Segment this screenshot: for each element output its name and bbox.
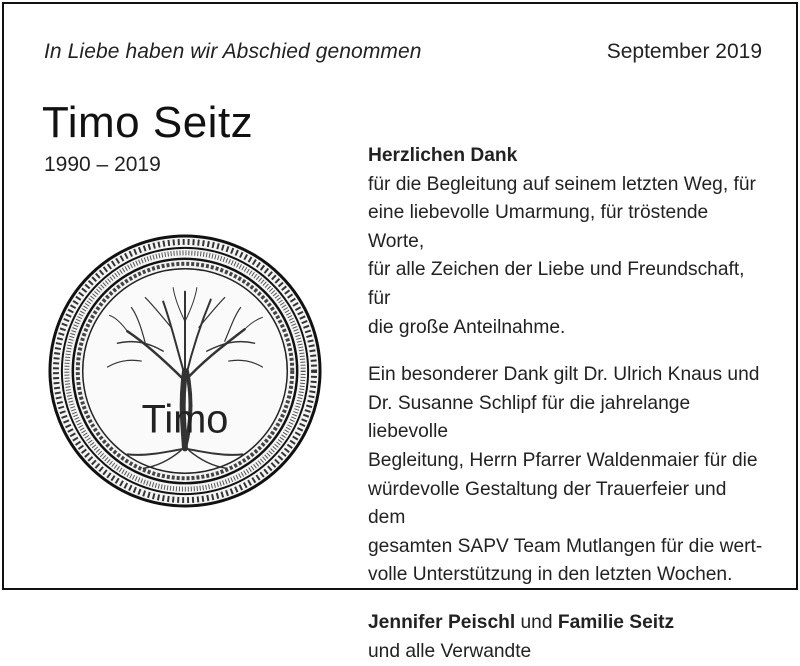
- signature-name-2: Familie Seitz: [557, 611, 675, 633]
- signature-relatives: und alle Verwandte: [368, 640, 532, 662]
- intro-text: In Liebe haben wir Abschied genommen: [44, 40, 422, 63]
- deceased-name: Timo Seitz: [42, 98, 254, 147]
- date-text: September 2019: [606, 40, 762, 63]
- thanks-paragraph-2: [368, 361, 768, 590]
- signature-name-1: Jennifer Peischl: [368, 611, 516, 633]
- tree-of-life-emblem: [46, 232, 324, 510]
- thanks-paragraph-1: [368, 171, 768, 343]
- thanks-line: gesamten SAPV Team Mutlangen für die wert-: [368, 535, 763, 557]
- thanks-line: Dr. Susanne Schlipf für die jahrelange liebevolle: [368, 392, 691, 443]
- life-years: 1990 – 2019: [44, 153, 161, 176]
- signature-block: [368, 609, 768, 666]
- thanks-line: Begleitung, Herrn Pfarrer Waldenmaier für die: [368, 449, 758, 471]
- thanks-line: eine liebevolle Umarmung, für tröstende Worte,: [368, 202, 709, 252]
- thanks-line: die große Anteilnahme.: [368, 316, 566, 338]
- signature-connector: und: [515, 611, 558, 633]
- thanks-line: für alle Zeichen der Liebe und Freundschaft, für: [368, 259, 745, 309]
- thanks-line: würdevolle Gestaltung der Trauerfeier und dem: [368, 478, 727, 529]
- thanks-message: [368, 142, 768, 666]
- thanks-line: Ein besonderer Dank gilt Dr. Ulrich Knaus und: [368, 364, 760, 386]
- emblem-name-text: Timo: [141, 397, 229, 442]
- thanks-heading: Herzlichen Dank: [368, 145, 518, 166]
- thanks-line: volle Unterstützung in den letzten Wochen.: [368, 564, 733, 586]
- thanks-line: für die Begleitung auf seinem letzten Weg, für: [368, 173, 756, 195]
